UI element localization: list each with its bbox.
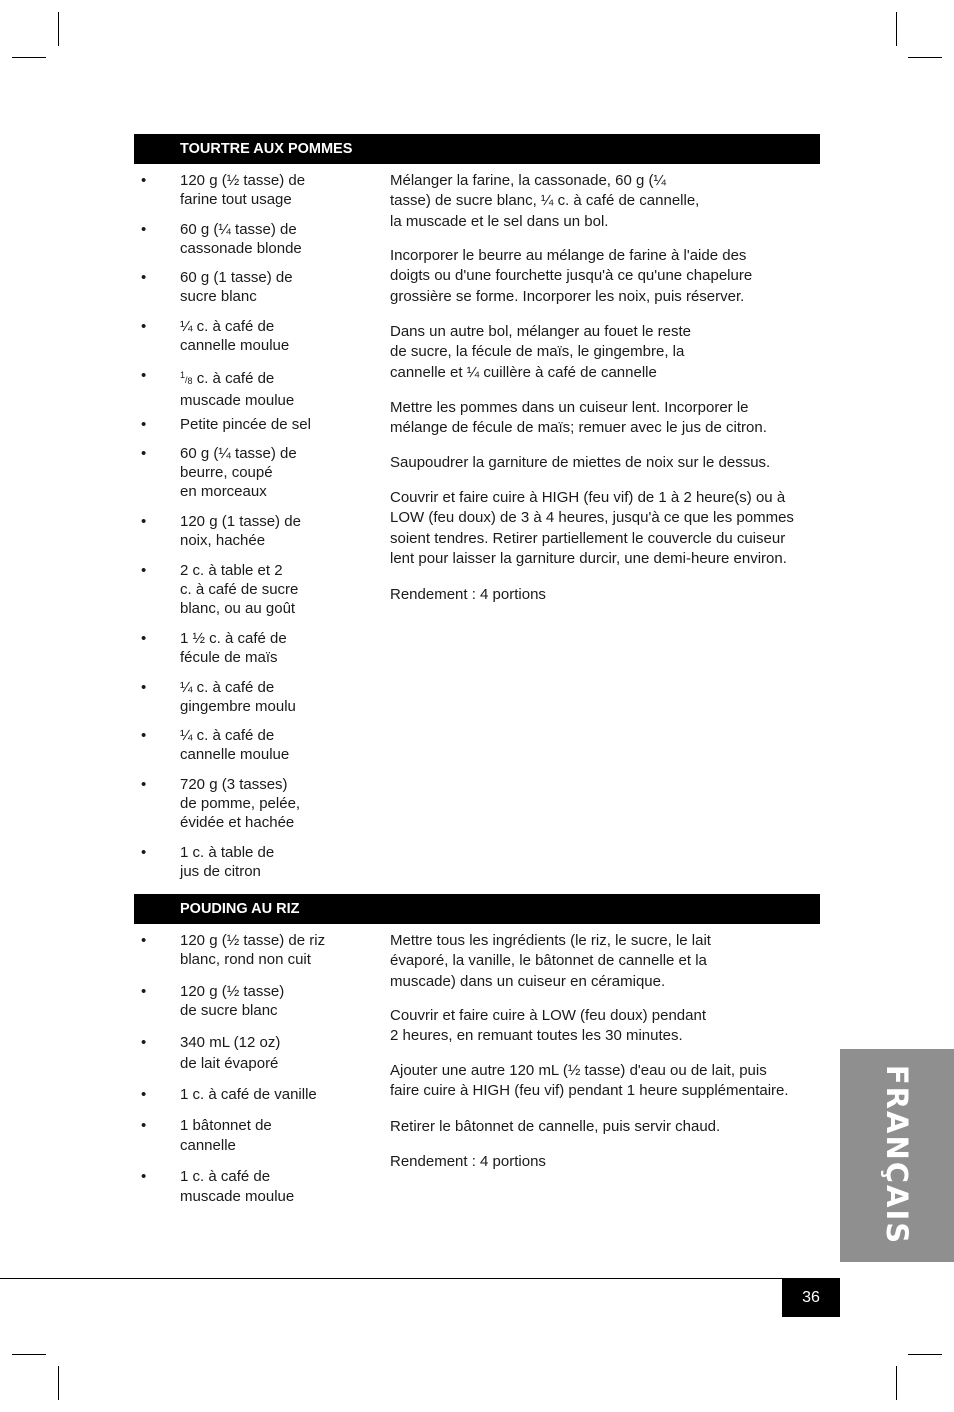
ingredient-item: • Petite pincée de sel	[141, 416, 311, 433]
crop-mark	[896, 1366, 897, 1400]
language-tab-label: FRANÇAIS	[880, 1064, 914, 1246]
ingredient-item: • 1 ½ c. à café de fécule de maïs	[141, 630, 287, 666]
instruction-paragraph: Incorporer le beurre au mélange de farine à l'aide des doigts ou d'une fourchette jusqu'à ce qu'une chapelure grossière se forme. Incorporer les noix, puis réserver.	[390, 247, 753, 305]
ingredient-item: • 2 c. à table et 2 c. à café de sucre blanc, ou au goût	[141, 562, 299, 617]
ingredient-item: • ¼ c. à café de gingembre moulu	[141, 679, 296, 715]
recipe-title: TOURTRE AUX POMMES	[134, 134, 820, 164]
instruction-paragraph: Mettre les pommes dans un cuiseur lent. Incorporer le mélange de fécule de maïs; remuer avec le jus de citron.	[390, 399, 767, 437]
language-tab	[840, 1049, 954, 1262]
ingredient-item: • 1 bâtonnet de cannelle	[141, 1117, 272, 1154]
instruction-paragraph: Couvrir et faire cuire à LOW (feu doux) pendant 2 heures, en remuant toutes les 30 minutes.	[390, 1007, 706, 1045]
instruction-paragraph: Ajouter une autre 120 mL (½ tasse) d'eau ou de lait, puis faire cuire à HIGH (feu vif) pendant 1 heure supplémentaire.	[390, 1062, 789, 1100]
ingredient-item: • 1 c. à café de muscade moulue	[141, 1168, 295, 1205]
ingredient-item: • ¼ c. à café de cannelle moulue	[141, 727, 290, 763]
instruction-paragraph: Mélanger la farine, la cassonade, 60 g (¼ tasse) de sucre blanc, ¼ c. à café de cannelle, la muscade et le sel dans un bol.	[390, 172, 700, 230]
ingredient-item: • 60 g (¼ tasse) de cassonade blonde	[141, 221, 302, 257]
ingredient-item: • 720 g (3 tasses) de pomme, pelée, évidée et hachée	[141, 776, 301, 831]
yield-text: Rendement : 4 portions	[390, 1153, 546, 1170]
ingredient-item: • 120 g (½ tasse) de riz blanc, rond non cuit	[141, 932, 326, 968]
ingredient-item: • 1 c. à café de vanille	[141, 1086, 317, 1103]
instruction-paragraph: Dans un autre bol, mélanger au fouet le reste de sucre, la fécule de maïs, le gingembre, la cannelle et ¼ cuillère à café de cannelle	[390, 323, 692, 381]
ingredient-item: • 1 c. à table de jus de citron	[141, 844, 275, 880]
recipe-title: POUDING AU RIZ	[134, 894, 820, 924]
crop-mark	[58, 12, 59, 46]
instruction-paragraph: Retirer le bâtonnet de cannelle, puis servir chaud.	[390, 1118, 721, 1135]
ingredient-item: • 60 g (1 tasse) de sucre blanc	[141, 269, 293, 305]
yield-text: Rendement : 4 portions	[390, 586, 546, 603]
crop-mark	[896, 12, 897, 46]
page-number: 36	[782, 1278, 840, 1317]
instruction-paragraph: Couvrir et faire cuire à HIGH (feu vif) de 1 à 2 heure(s) ou à LOW (feu doux) de 3 à 4 heures, jusqu'à ce que les pommes soient tendres. Retirer partiellement le couvercle du cuiseur lent pour laisser la garniture durcir, une demi-heure environ.	[390, 489, 794, 567]
ingredient-item: • 120 g (1 tasse) de noix, hachée	[141, 513, 301, 549]
ingredient-item: • 340 mL (12 oz) de lait évaporé	[141, 1034, 281, 1072]
crop-mark	[12, 1354, 46, 1355]
footer-divider	[0, 1278, 840, 1279]
ingredient-item: • 1/8 c. à café de muscade moulue	[141, 367, 295, 409]
ingredient-item: • 120 g (½ tasse) de sucre blanc	[141, 983, 285, 1019]
fraction-one-eighth: 1/8	[180, 370, 193, 386]
crop-mark	[58, 1366, 59, 1400]
crop-mark	[12, 57, 46, 58]
instruction-paragraph: Saupoudrer la garniture de miettes de noix sur le dessus.	[390, 454, 771, 471]
crop-mark	[908, 1354, 942, 1355]
instruction-paragraph: Mettre tous les ingrédients (le riz, le sucre, le lait évaporé, la vanille, le bâtonnet de cannelle et la muscade) dans un cuiseur en céramique.	[390, 932, 711, 990]
ingredient-item: • ¼ c. à café de cannelle moulue	[141, 318, 290, 354]
ingredient-item: • 60 g (¼ tasse) de beurre, coupé en morceaux	[141, 445, 297, 500]
crop-mark	[908, 57, 942, 58]
ingredient-item: • 120 g (½ tasse) de farine tout usage	[141, 172, 306, 208]
